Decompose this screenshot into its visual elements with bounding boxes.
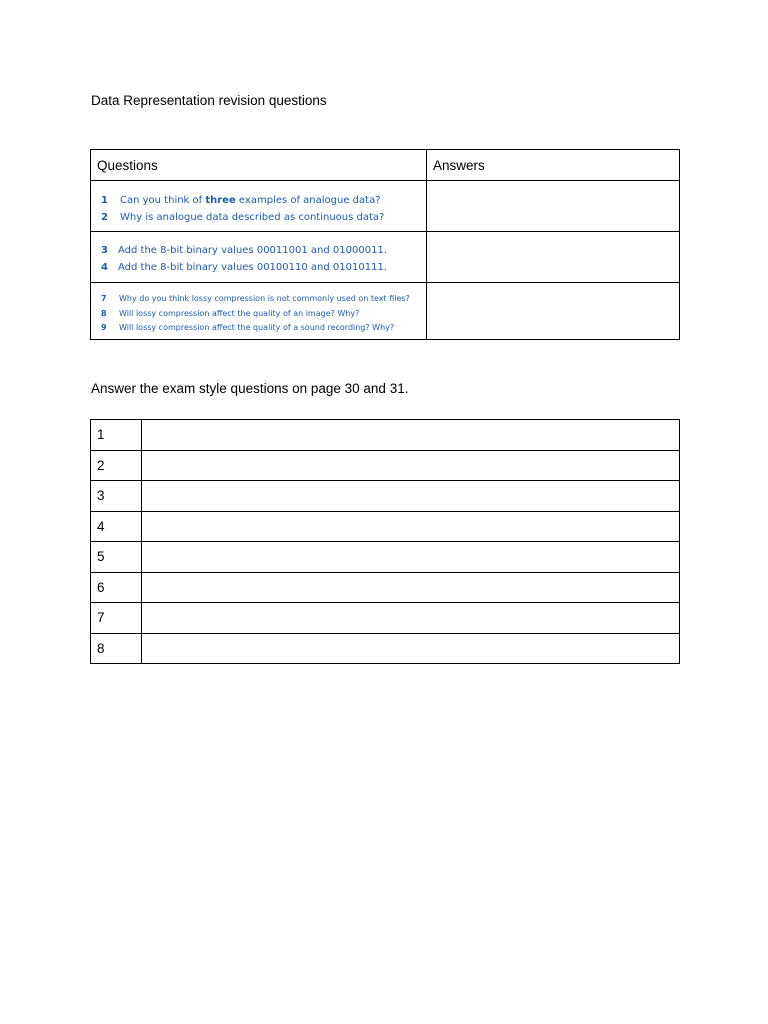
answers-header: Answers	[427, 150, 680, 181]
answer-field[interactable]	[142, 633, 680, 664]
question-number: 8	[101, 308, 107, 318]
question-cell	[91, 283, 427, 340]
question-number: 4	[101, 262, 108, 273]
answer-cell[interactable]	[427, 181, 680, 232]
table-row	[91, 481, 680, 512]
question-group-2	[91, 232, 680, 283]
questions-header: Questions	[91, 150, 427, 181]
question-item	[101, 321, 426, 336]
questions-table-header	[91, 150, 680, 181]
question-group-1	[91, 181, 680, 232]
answer-cell[interactable]	[427, 232, 680, 283]
question-cell	[91, 181, 427, 232]
question-number: 7	[101, 294, 107, 303]
question-text: Can you think of three examples of analogue data?	[120, 195, 381, 206]
questions-table	[90, 149, 680, 340]
row-number: 7	[91, 603, 142, 634]
table-row	[91, 420, 680, 451]
question-item	[101, 292, 426, 307]
question-text: Why is analogue data described as continuous data?	[120, 212, 385, 223]
question-text: Add the 8-bit binary values 00011001 and 01000011.	[118, 245, 387, 256]
row-number: 8	[91, 633, 142, 664]
row-number: 1	[91, 420, 142, 451]
row-number: 5	[91, 542, 142, 573]
table-row	[91, 511, 680, 542]
answer-field[interactable]	[142, 603, 680, 634]
question-cell	[91, 232, 427, 283]
question-number: 9	[101, 323, 107, 332]
row-number: 3	[91, 481, 142, 512]
answer-field[interactable]	[142, 511, 680, 542]
question-item	[101, 209, 426, 226]
question-number: 3	[101, 245, 108, 256]
question-text: Why do you think lossy compression is not commonly used on text files?	[119, 294, 410, 303]
question-number: 1	[101, 195, 108, 206]
question-text: Will lossy compression affect the quality of an image? Why?	[119, 308, 360, 318]
question-number: 2	[101, 212, 108, 223]
table-row	[91, 450, 680, 481]
row-number: 4	[91, 511, 142, 542]
table-row	[91, 633, 680, 664]
answer-field[interactable]	[142, 420, 680, 451]
question-emphasis: three	[205, 195, 236, 206]
table-row	[91, 603, 680, 634]
question-text: Add the 8-bit binary values 00100110 and 01010111.	[118, 262, 387, 273]
row-number: 2	[91, 450, 142, 481]
row-number: 6	[91, 572, 142, 603]
exam-instruction: Answer the exam style questions on page 30 and 31.	[91, 381, 409, 396]
question-item	[101, 192, 426, 209]
table-row	[91, 572, 680, 603]
answer-field[interactable]	[142, 542, 680, 573]
question-text: Will lossy compression affect the quality of a sound recording? Why?	[119, 323, 395, 332]
answer-field[interactable]	[142, 572, 680, 603]
question-item	[101, 259, 426, 276]
table-row	[91, 542, 680, 573]
answer-table	[90, 419, 680, 664]
page-title: Data Representation revision questions	[91, 93, 327, 108]
question-item	[101, 242, 426, 259]
question-group-3	[91, 283, 680, 340]
answer-cell[interactable]	[427, 283, 680, 340]
answer-field[interactable]	[142, 450, 680, 481]
answer-field[interactable]	[142, 481, 680, 512]
question-item	[101, 307, 426, 322]
